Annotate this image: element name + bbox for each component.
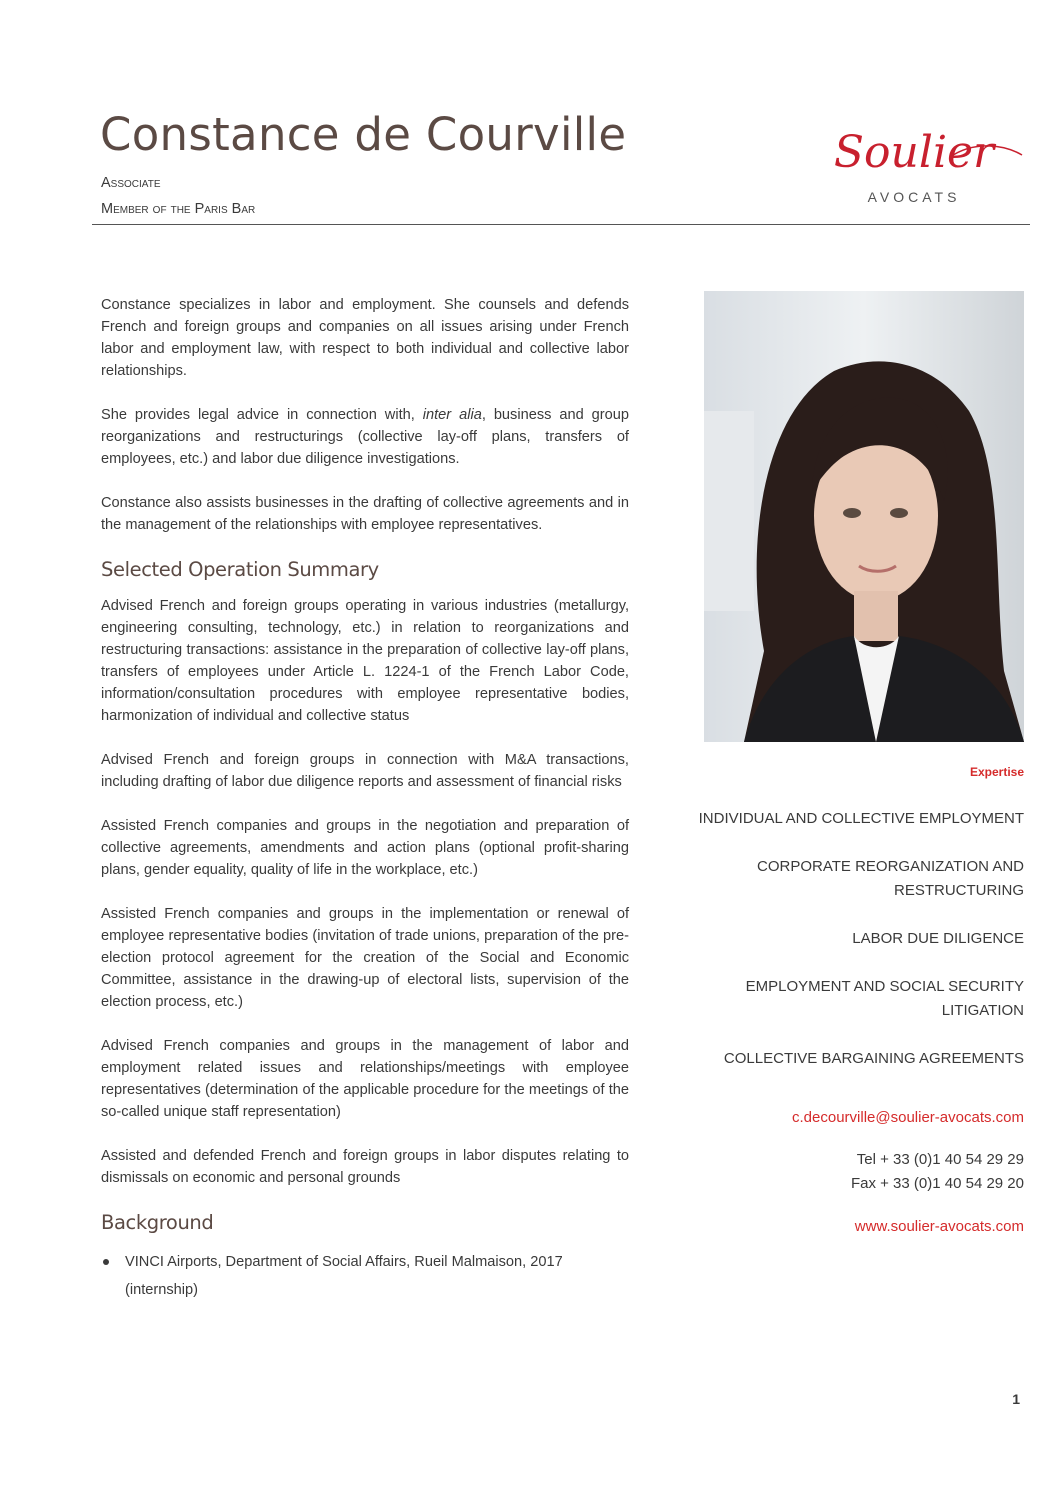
intro-paragraph-1: Constance specializes in labor and employment. She counsels and defends French and foreign groups and companies on all issues arising under French labor and employment law, with respect to both individual and collective labor relationships. [101,297,629,379]
operations-heading: Selected Operation Summary [101,558,379,581]
background-heading: Background [101,1211,214,1234]
header-divider [92,224,1030,225]
phone-number: Tel + 33 (0)1 40 54 29 29 [856,1151,1024,1168]
operation-item: Assisted French companies and groups in the implementation or renewal of employee representative bodies (invitation of trade unions, preparation of the pre-election protocol agreement for the creation of the Social and Economic Committee, assistance in the drawing-up of electoral lists, supervision of the election process, etc.) [101,906,629,1010]
background-item [101,1248,629,1304]
operation-item: Assisted French companies and groups in the negotiation and preparation of collective agreements, amendments and action plans (optional profit-sharing plans, gender equality, quality of life in the workplace, etc.) [101,818,629,878]
expertise-item: CORPORATE REORGANIZATION AND RESTRUCTURING [757,858,1024,899]
expertise-item: COLLECTIVE BARGAINING AGREEMENTS [723,1050,1024,1067]
expertise-item: EMPLOYMENT AND SOCIAL SECURITY LITIGATION [745,978,1024,1019]
operation-item: Advised French and foreign groups in connection with M&A transactions, including drafting of labor due diligence reports and assessment of financial risks [101,752,629,790]
website-link[interactable]: www.soulier-avocats.com [854,1218,1024,1235]
intro-p2-before: She provides legal advice in connection with, [101,407,423,423]
bar-membership: Member of the Paris Bar [101,201,256,217]
intro-p2-italic: inter alia [422,407,482,423]
background-list [101,1248,629,1304]
fax-number: Fax + 33 (0)1 40 54 29 20 [850,1175,1024,1192]
logo-script-text: Soulier [833,127,995,178]
expertise-list [694,807,1024,1071]
page-number: 1 [1012,1391,1020,1407]
intro-p2-after: , business and group reorganizations and restructurings (collective lay-off plans, transfers of employees, etc.) and labor due diligence investigations. [101,407,629,467]
expertise-item: LABOR DUE DILIGENCE [852,930,1024,947]
email-link[interactable]: c.decourville@soulier-avocats.com [792,1109,1024,1126]
bullet-icon [103,1259,109,1265]
intro-paragraph-2 [101,404,629,470]
expertise-item: INDIVIDUAL AND COLLECTIVE EMPLOYMENT [698,810,1024,827]
background-item-text: VINCI Airports, Department of Social Affairs, Rueil Malmaison, 2017 (internship) [125,1254,563,1298]
soulier-avocats-logo [800,115,1028,207]
operation-item: Assisted and defended French and foreign groups in labor disputes relating to dismissals on economic and personal grounds [101,1148,629,1186]
expertise-heading: Expertise [969,765,1024,779]
main-content [101,294,629,1304]
person-name: Constance de Courville [100,108,627,161]
role-title: Associate [101,175,161,191]
operation-item: Advised French and foreign groups operating in various industries (metallurgy, engineering consulting, technology, etc.) in relation to reorganizations and restructuring transactions: assistance in the preparation of collective lay-off plans, transfers of employees under Article L. 1224-1 of the French Labor Code, information/consultation procedures with employee representative bodies, harmonization of individual and collective status [101,598,629,724]
portrait-photo [704,291,1024,742]
operation-item: Advised French companies and groups in the management of labor and employment related issues and relationships/meetings with employee representatives (determination of the applicable procedure for the meetings of the so-called unique staff representation) [101,1038,629,1120]
logo-sub-text: AVOCATS [867,189,961,205]
sidebar [694,765,1024,1235]
intro-paragraph-3: Constance also assists businesses in the drafting of collective agreements and in the management of the relationships with employee representatives. [101,495,629,533]
